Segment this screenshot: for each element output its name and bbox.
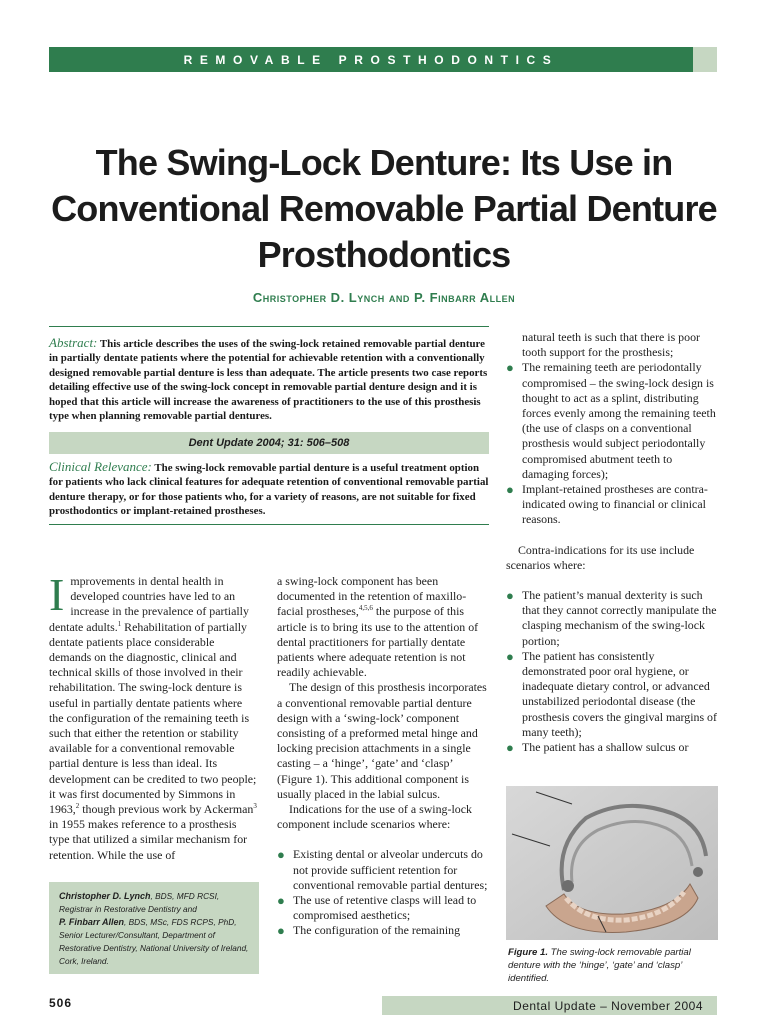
spacer [506,528,718,543]
figure-label: Figure 1. [508,947,548,958]
journal-footer: Dental Update – November 2004 [382,996,717,1015]
contraindication-text: The patient’s manual dexterity is such that they cannot correctly manipulate the clasping mechanism of the swing-lock portion; [522,588,717,648]
hinge-knob [562,880,574,892]
ref-2: 2 [75,802,80,811]
bullet-icon: ● [277,893,285,909]
relevance-text: The swing-lock removable partial denture is a useful treatment option for patients who lack clinical features for adequate retention of conventional removable partial denture therapy, or for those patients who, for a variety of reasons, are not suitable for fixed prosthodontics or implant-retained prostheses. [49,462,489,518]
author-info-box [49,882,259,974]
indication-text: The use of retentive clasps will lead to compromised aesthetics; [293,893,477,923]
bullet-icon: ● [277,847,285,863]
indication-continuation: natural teeth is such that there is poor tooth support for the prosthesis; [522,330,700,360]
contraindication-item [506,740,718,755]
contraindication-text: The patient has consistently demonstrated poor oral hygiene, or inadequate dietary control, or advanced unstabilized periodontal disease (the prosthesis covers the gingival margins of many teeth); [522,648,717,739]
article-title: The Swing-Lock Denture: Its Use in Conventional Removable Partial Denture Prosthodontics [51,142,717,275]
contraindication-text: The patient has a shallow sulcus or [522,740,689,755]
divider-bottom [49,524,489,525]
denture-photo [506,786,718,940]
spacer [277,832,489,847]
indication-item [506,482,718,528]
bullet-icon: ● [506,648,514,664]
paragraph-swinglock-history [277,574,489,680]
author-1-quals: , BDS, MFD RCSI, [150,891,220,901]
indication-item [277,847,489,893]
clinical-relevance [49,460,489,519]
article-authors: Christopher D. Lynch and P. Finbarr Allen [252,290,516,305]
paragraph-indications: Indications for the use of a swing-lock component include scenarios where: [277,802,472,832]
author-1-role: Registrar in Restorative Dentistry and [59,904,197,915]
author-2-name: P. Finbarr Allen [59,917,125,928]
bullet-icon: ● [506,360,514,376]
intro-paragraph [49,569,259,863]
intro-text-1: mprovements in dental health in developed countries have led to an increase in the prevalence of partially dentate adults. [49,574,249,634]
clasp-knob [693,867,703,877]
indication-text: The configuration of the remaining [293,923,461,938]
paragraph-contraindications: Contra-indications for its use include scenarios where: [506,542,695,572]
bullet-icon: ● [277,923,285,939]
intro-text-4: in 1955 makes reference to a prosthesis type that utilized a similar mechanism for retention. While the use of [49,817,248,862]
indication-text: Implant-retained prostheses are contra-indicated owing to financial or clinical reasons. [522,482,708,527]
indication-item [277,893,489,923]
section-banner-main [49,47,693,72]
denture-illustration [506,786,718,940]
ref-3: 3 [253,802,257,811]
bullet-icon: ● [506,588,514,604]
indication-item [277,923,489,938]
author-2-role: Senior Lecturer/Consultant, Department of Restorative Dentistry, National University of Ireland, Cork, Ireland. [59,930,249,967]
paragraph-design: The design of this prosthesis incorporates a conventional removable partial denture design with a ‘swing-lock’ component consisting of a preformed metal hinge and locking precision attachments in a single casting – a ‘hinge’, ‘gate’ and ‘clasp’ (Figure 1). This additional component is usually placed in the labial sulcus. [277,680,487,801]
ref-4-6: 4,5,6 [358,604,373,613]
section-banner [49,47,717,72]
figure-caption [508,946,720,985]
indication-text: The remaining teeth are periodontally compromised – the swing-lock design is thought to act as a splint, distributing forces evenly among the remaining teeth (the use of clasps on a conventional prosthesis would subject periodontally compromised abutment teeth to damaging forces); [522,360,716,481]
author-1-name: Christopher D. Lynch [59,891,151,901]
history-text-1: a swing-lock component has been documented in the retention of maxillo-facial prostheses, [277,574,467,619]
bullet-icon: ● [506,740,514,756]
contraindication-item [506,649,718,740]
abstract-label: Abstract: [49,335,98,350]
indication-item [506,360,718,482]
section-title: REMOVABLE PROSTHODONTICS [183,52,559,67]
relevance-label: Clinical Relevance: [49,459,152,474]
drop-cap: I [49,569,65,620]
intro-text-2: Rehabilitation of partially dentate patients place considerable demands on the diagnostic, clinical and technical skills of those involved in their rehabilitation. The swing-lock denture is useful in partially dentate patients where the configuration of the remaining teeth is such that either the retention or stability available for a conventional removable partial denture is less than ideal. Its development can be credited to two people; it was first documented by Simmons in 1963, [49,619,257,817]
body-column-2 [277,574,489,939]
contraindication-item [506,588,718,649]
spacer [506,573,718,588]
author-2-quals: , BDS, MSc, FDS RCPS, PhD, [124,917,237,928]
bullet-icon: ● [506,482,514,498]
ref-1: 1 [117,619,122,628]
figure-caption-text: The swing-lock removable partial denture with the ‘hinge’, ‘gate’ and ‘clasp’ identified. [508,947,691,984]
divider-top [49,326,489,327]
citation-bar: Dent Update 2004; 31: 506–508 [49,432,489,454]
intro-text-3: though previous work by Ackerman [79,802,254,817]
body-column-1 [49,569,259,863]
section-banner-tail [693,47,717,72]
abstract-text: This article describes the uses of the swing-lock retained removable partial denture in partially dentate patients where the potential for achievable retention with a conventionally designed removable partial denture is less than adequate. The article presents two case reports detailing effective use of the swing-lock concept in removable partial denture design and it is hoped that this article will increase the awareness of practitioners to the use of this prosthesis type when planning removable partial dentures. [49,338,488,423]
body-column-3 [506,330,718,755]
abstract [49,336,489,423]
page-number: 506 [49,996,73,1010]
indication-text: Existing dental or alveolar undercuts do not provide sufficient retention for conventional removable partial dentures; [293,847,488,892]
history-text-2: the purpose of this article is to bring its use to the attention of dental practitioners for partially dentate patients where adequate retention is not readily achievable. [277,604,479,680]
